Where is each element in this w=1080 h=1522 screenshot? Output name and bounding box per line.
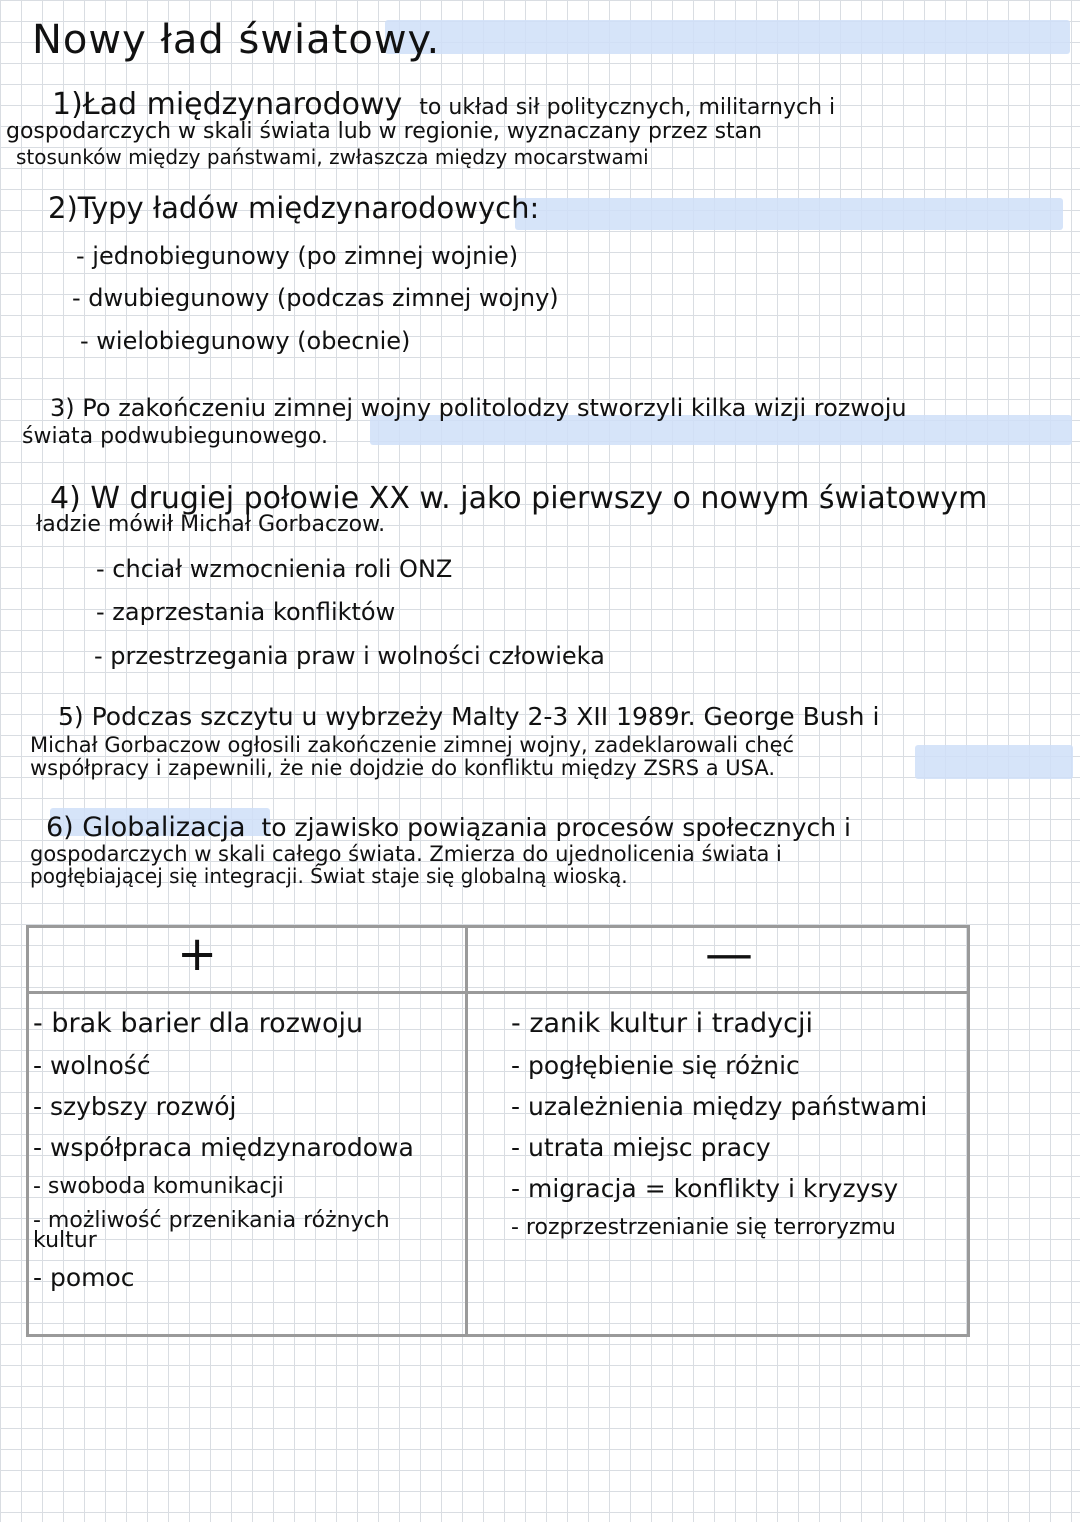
s2-item-3: - wielobiegunowy (obecnie) — [80, 327, 411, 355]
s4-line2: ładzie mówił Michał Gorbaczow. — [36, 512, 386, 537]
minus-item: - zanik kultur i tradycji — [511, 1008, 813, 1039]
s2-heading: 2)Typy ładów międzynarodowych: — [48, 191, 540, 225]
table-divider-horizontal — [29, 991, 967, 994]
plus-item: - pomoc — [33, 1262, 135, 1292]
plus-item: - swoboda komunikacji — [33, 1174, 284, 1199]
minus-item: - uzależnienia między państwami — [511, 1092, 928, 1121]
s1-line1-rest: to układ sił politycznych, militarnych i — [419, 95, 836, 120]
plus-list — [33, 1008, 414, 1304]
highlight-s5 — [915, 745, 1073, 779]
s4-line1: 4) W drugiej połowie XX w. jako pierwszy o nowym światowym — [50, 481, 988, 516]
s5-line3: współpracy i zapewnili, że nie dojdzie do konfliktu między ZSRS a USA. — [30, 756, 776, 780]
s1-line1 — [52, 88, 835, 121]
highlight-s2 — [515, 198, 1063, 230]
s1-line2: gospodarczych w skali świata lub w regionie, wyznaczany przez stan — [6, 119, 763, 144]
s6-line1-rest: to zjawisko powiązania procesów społecznych i — [261, 813, 851, 842]
s5-line2: Michał Gorbaczow ogłosili zakończenie zimnej wojny, zadeklarowali chęć — [30, 733, 795, 757]
s4-item-1: - chciał wzmocnienia roli ONZ — [96, 555, 453, 583]
s6-line2: gospodarczych w skali całego świata. Zmierza do ujednolicenia świata i — [30, 842, 782, 866]
minus-item: - utrata miejsc pracy — [511, 1133, 771, 1162]
s6-line3: pogłębiającej się integracji. Świat staje się globalną wioską. — [30, 864, 628, 888]
pros-cons-table — [26, 925, 970, 1337]
minus-header: — — [705, 926, 753, 982]
s2-item-2: - dwubiegunowy (podczas zimnej wojny) — [72, 284, 559, 312]
plus-item: - wolność — [33, 1051, 151, 1080]
plus-header: + — [177, 926, 218, 982]
s1-lead: 1)Ład międzynarodowy — [52, 87, 403, 122]
plus-item: - brak barier dla rozwoju — [33, 1008, 364, 1039]
plus-item: - możliwość przenikania różnych kultur — [33, 1208, 390, 1253]
s4-item-2: - zaprzestania konfliktów — [96, 598, 396, 626]
s6-line1 — [46, 813, 851, 843]
s6-lead: 6) Globalizacja — [46, 812, 246, 843]
s5-line1: 5) Podczas szczytu u wybrzeży Malty 2-3 XII 1989r. George Bush i — [58, 702, 880, 731]
minus-list — [511, 1008, 927, 1252]
minus-item: - migracja = konflikty i kryzysy — [511, 1174, 899, 1203]
s2-item-1: - jednobiegunowy (po zimnej wojnie) — [76, 242, 519, 270]
highlight-title — [385, 20, 1070, 54]
plus-item: - współpraca międzynarodowa — [33, 1133, 414, 1162]
plus-item: - szybszy rozwój — [33, 1092, 237, 1121]
s3-line2: świata podwubiegunowego. — [22, 424, 328, 449]
s1-line3: stosunków między państwami, zwłaszcza między mocarstwami — [16, 145, 649, 169]
s3-line1: 3) Po zakończeniu zimnej wojny politolodzy stworzyli kilka wizji rozwoju — [50, 394, 907, 422]
minus-item: - rozprzestrzenianie się terroryzmu — [511, 1215, 896, 1240]
s4-item-3: - przestrzegania praw i wolności człowieka — [94, 642, 605, 670]
page-title: Nowy ład światowy. — [32, 17, 441, 63]
table-divider-vertical — [465, 928, 468, 1334]
minus-item: - pogłębienie się różnic — [511, 1051, 800, 1080]
